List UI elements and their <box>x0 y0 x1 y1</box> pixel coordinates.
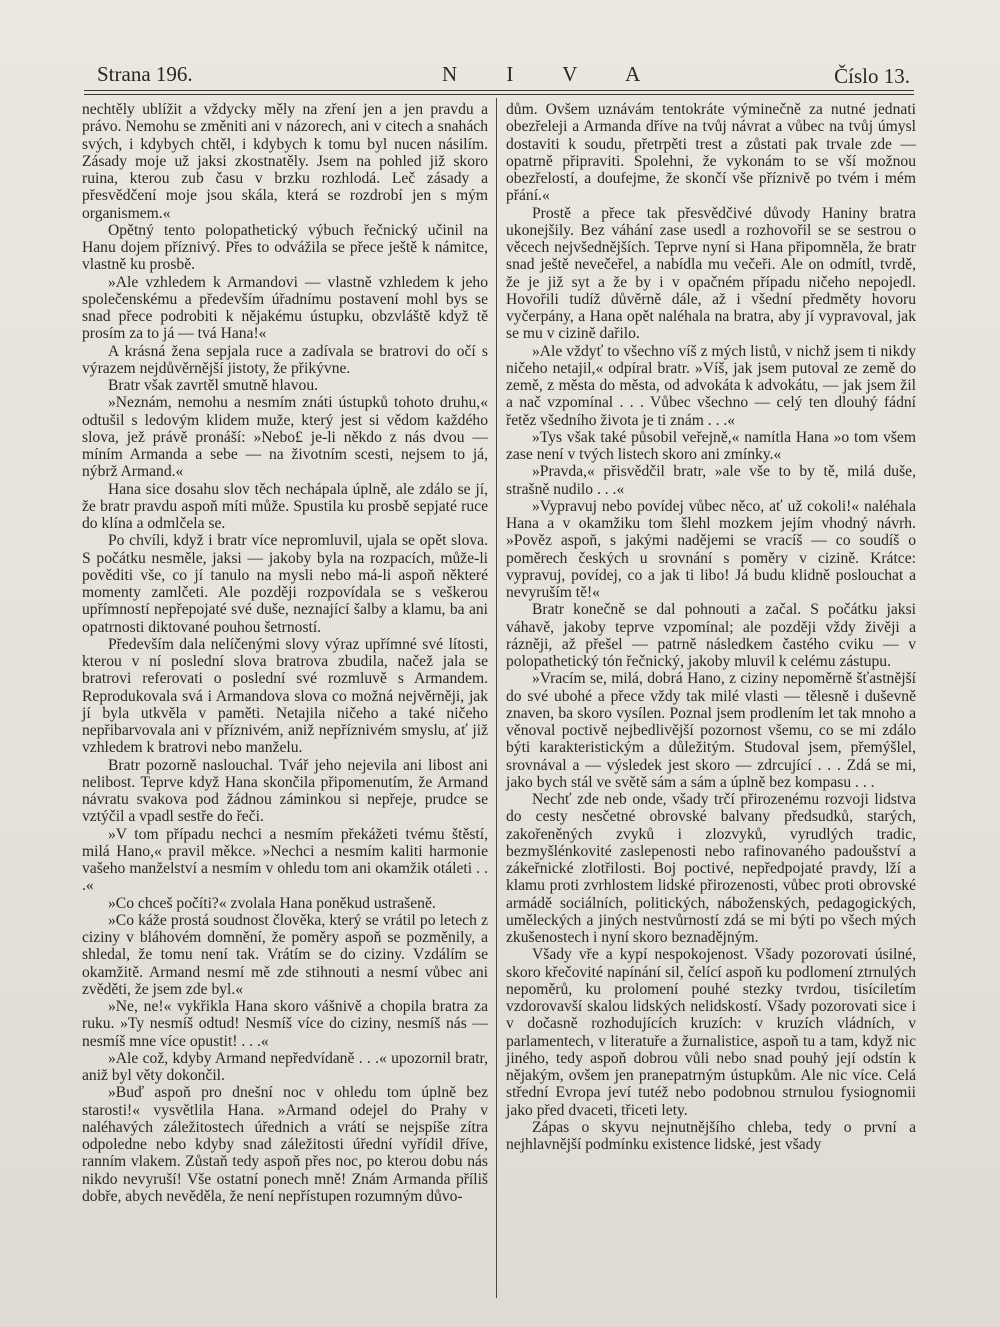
paragraph: dům. Ovšem uznávám tentokráte výminečně za nutné jednati obezřeleji a Armanda dříve na tvůj návrat a vůbec na tvůj úmysl dostaviti k soudu, přetrpěti trest a zůstati pak trvale zde — opatrně připraviti. Spolehni, že vykonám to se vší možnou obezřelostí, a doufejme, že skončí vše příznivě po tvém i mém přání.« <box>506 101 916 205</box>
paragraph: »Co chceš počíti?« zvolala Hana poněkud ustrašeně. <box>108 894 436 912</box>
paragraph: »Co káže prostá soudnost člověka, který se vrátil po letech z ciziny v bláhovém domnění, že poměry aspoň se pozměnily, a shledal, že tomu není tak. Vrátím se do ciziny. Vzdálím se okamžitě. Armand nesmí mě zde stihnouti a nesmí vůbec ani zvěděti, že jsem zde byl.« <box>82 911 488 998</box>
left-column <box>82 101 488 1205</box>
journal-title: N I V A <box>442 62 663 86</box>
right-column <box>506 101 916 1153</box>
paragraph: Bratr konečně se dal pohnouti a začal. S počátku jaksi váhavě, jakoby teprve vzpomínal; ale později vždy živěji a rázněji, až přešel — patrně následkem častého cviku — v polopathetický tón řečnický, jakoby mluvil k celému zástupu. <box>506 601 916 670</box>
column-divider <box>496 98 497 1298</box>
paragraph: Prostě a přece tak přesvědčivé důvody Haniny bratra ukonejšily. Bez váhání zase usedl a rozhovořil se se sestrou o věcech nejvšednějších. Teprve nyní si Hana připomněla, že bratr snad ještě nevečeřel, a nabídla mu večeři. Ale on odmítl, tvrdě, že je již syt a že by i v opačném případu ničeho nepojedl. Hovořili tudíž důvěrně dále, až i všední předměty hovoru vyčerpány, a Hana opět naléhala na bratra, aby jí vypravoval, jak se mu v cizině dařilo. <box>506 204 916 343</box>
paragraph: »Tys však také působil veřejně,« namítla Hana »o tom všem zase není v tvých listech skoro ani zmínky.« <box>506 428 916 463</box>
paragraph: »Neznám, nemohu a nesmím znáti ústupků tohoto druhu,« odtušil s ledovým klidem muže, který jest si vědom každého slova, jež právě pronáší: »Nebo£ je-li někdo z nás dvou — míním Armanda a sebe — na životním scesti, nejsem to já, nýbrž Armand.« <box>82 394 488 481</box>
paragraph: »Pravda,« přisvědčil bratr, »ale vše to by tě, milá duše, strašně nudilo . . .« <box>506 463 916 498</box>
paragraph: Nechť zde neb onde, všady trčí přirozenému rozvoji lidstva do cesty nesčetné obrovské balvany předsudků, starých, zakořeněných zvyků i zlozvyků, vyrudlých tradic, bezmyšlénkovité zaslepenosti nebo rafinovaného padoušství a zákeřnické zlotřilosti. Boj poctivé, nepředpojaté pravdy, lží a klamu proti zvrhlostem lidské přirozenosti, vůbec proti obrovské armádě sociálních, politických, náboženských, pedagogických, uměleckých a jiných nestvůrností zdá se mi býti po všech mých zkušenostech i nyní skoro beznadějným. <box>506 791 916 946</box>
paragraph: Především dala nelíčenými slovy výraz upřímné své lítosti, kterou v ní poslední slova bratrova zbudila, načež jala se bratrovi referovati o poslední své rozmluvě s Armandem. Reprodukovala svá i Armandova slova co možná nejvěrněji, jak jí byla utkvěla v paměti. Netajila ničeho a také ničeho nepřibarvovala ani v příznivém, aniž nepříznivém smyslu, ať již vzhledem k bratrovi nebo manželu. <box>82 635 488 757</box>
paragraph: Zápas o skyvu nejnutnějšího chleba, tedy o první a nejhlavnější podmínku existence lidské, jest všady <box>506 1118 916 1153</box>
paragraph: Bratr však zavrtěl smutně hlavou. <box>108 377 319 394</box>
paragraph: »Ale vzhledem k Armandovi — vlastně vzhledem k jeho společenskému a především úřadnímu postavení mohl bys se snad přece podrobiti k nějakému ústupku, obzvláště když tě prosím za to já — tvá Hana!« <box>82 273 488 343</box>
paragraph: »Vracím se, milá, dobrá Hano, z ciziny nepoměrně šťastnější do své ubohé a přece vždy tak milé vlasti — tělesně i duševně znaven, ba skoro vysílen. Poznal jsem prodlením let tak mnoho a věnoval poctivě nejbedlivější pozornost všemu, co se mi zdálo býti karakteristickým a důležitým. Studoval jsem, přemýšlel, srovnával a — výsledek jest skoro — zdrcující . . . Zdá se mi, jako bych stál ve světě sám a sám a úplně bez kompasu . . . <box>506 670 916 791</box>
paragraph: Po chvíli, když i bratr více nepromluvil, ujala se opět slova. S počátku nesměle, jaksi — jakoby byla na rozpacích, může-li pověditi vše, co jí tanulo na mysli nebo má-li aspoň některé momenty zamlčeti. Ale později rozpovídala se s veškerou upřímností nepřepojaté své duše, neznající šalby a klamu, ba ani opatrnosti diktované pouhou šetrností. <box>82 532 488 636</box>
page-header <box>97 60 910 88</box>
page-number: Strana 196. <box>97 62 193 86</box>
paragraph: »Ne, ne!« vykřikla Hana skoro vášnivě a chopila bratra za ruku. »Ty nesmíš odtud! Nesmíš více do ciziny, nesmíš nás — nesmíš mne více opustit! . . .« <box>82 998 488 1050</box>
paragraph: Bratr pozorně naslouchal. Tvář jeho nejevila ani libost ani nelibost. Teprve když Hana skončila připomenutím, že Armand návratu svakova pod žádnou záminkou si nepřeje, prudce se vztýčil a vpadl sestře do řeči. <box>82 756 488 826</box>
paragraph: Opětný tento polopathetický výbuch řečnický učinil na Hanu dojem příznivý. Přes to odvážila se přece ještě k námitce, vlastně ku prosbě. <box>82 221 488 274</box>
paragraph: nechtěly ublížit a vždycky měly na zření jen a jen pravdu a právo. Nemohu se změniti ani v názorech, ani v citech a snahách svých, i kdybych chtěl, i kdybych k tomu byl nucen násilím. Zásady moje už jaksi zkostnatěly. Jsem na pohled již skoro ruina, kterou zub času v brzku rozhlodá. Leč zásady a přesvědčení moje jsou skála, která se rozdrobí jen s mým organismem.« <box>82 101 488 222</box>
paragraph: A krásná žena sepjala ruce a zadívala se bratrovi do očí s výrazem nejdůvěrnější jistoty, že přikývne. <box>82 342 488 377</box>
paragraph: »Ale vždyť to všechno víš z mých listů, v nichž jsem ti nikdy ničeho netajil,« odpíral bratr. »Víš, jak jsem putoval ze země do země, z města do města, od advokáta k advokátu, — jak jsem žil a nač vzpomínal . . . Vůbec všechno — celý ten dlouhý fádní řetěz všedního života je ti znám . . .« <box>506 342 916 429</box>
header-rule-thin <box>84 94 914 95</box>
paragraph: Všady vře a kypí nespokojenost. Všady pozorovati úsilné, skoro křečovité napínání sil, čelící aspoň ku podlomení ztrnulých nepoměrů, ku prolomení pouhé stezky tvrdou, tisíciletím vzdorovavší skalou lidských nelidskostí. Všady pozorovati sice i v dočasně rozhodujících kruzích: v kruzích vládních, v parlamentech, v literatuře a žurnalistice, aspoň tu a tam, když nic jiného, tedy aspoň dobrou vůli nebo snad pouhý její odstín k nějakým, ovšem jen pranepatrným ústupkům. Ale nic více. Celá střední Evropa jeví tutéž nebo podobnou strnulou fysiognomii jako před dvaceti, třiceti lety. <box>506 946 916 1119</box>
paragraph: »V tom případu nechci a nesmím překážeti tvému štěstí, milá Hano,« pravil měkce. »Nechci a nesmím kaliti harmonie vašeho manželství a nesmím v ohledu tom ani okamžik otáleti . . .« <box>82 825 488 895</box>
header-rule <box>84 90 914 91</box>
paragraph: »Vypravuj nebo povídej vůbec něco, ať už cokoli!« naléhala Hana a v okamžiku tom šlehl mozkem jejím vhodný návrh. »Pověz aspoň, s jakými nadějemi se vracíš — co soudíš o poměrech českých u srovnání s poměry v cizině. Krátce: vypravuj, povídej, co a jak ti libo! Já budu klidně poslouchat a nevyruším tě!« <box>506 497 916 601</box>
paragraph: »Buď aspoň pro dnešní noc v ohledu tom úplně bez starosti!« vysvětlila Hana. »Armand odejel do Prahy v naléhavých záležitostech úřednich a vrátí se nejspíše zítra odpoledne nebo kdyby snad záležitosti úřední vyřídil dříve, ranním vlakem. Zůstaň tedy aspoň přes noc, po kterou dobu nás nikdo nevyruší! Vše ostatní ponech mně! Znám Armanda příliš dobře, abych nevěděla, že není nepřístupen rozumným důvo- <box>82 1084 488 1205</box>
paragraph: »Ale což, kdyby Armand nepředvídaně . . .« upozornil bratr, aniž byl věty dokončil. <box>82 1049 488 1084</box>
issue-number: Číslo 13. <box>834 64 910 88</box>
paragraph: Hana sice dosahu slov těch nechápala úplně, ale zdálo se jí, že bratr pravdu aspoň míti může. Spustila ku prosbě sepjaté ruce do klína a odmlčela se. <box>82 480 488 532</box>
